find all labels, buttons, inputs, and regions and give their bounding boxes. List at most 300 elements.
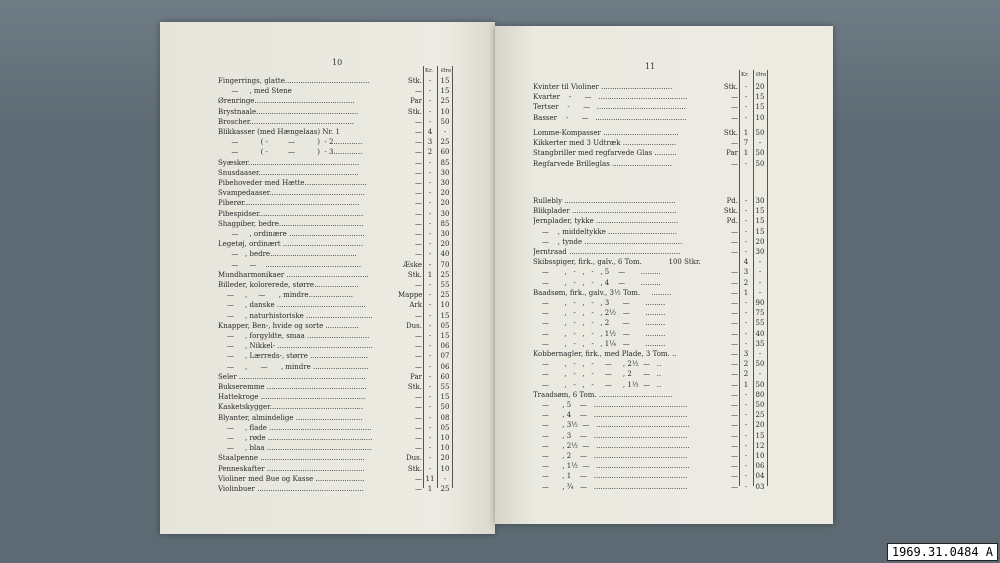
item-price-kr: - (428, 362, 432, 371)
list-item (218, 351, 452, 361)
list-item (218, 331, 452, 341)
item-price-kr: - (428, 444, 432, 453)
item-unit: — (731, 309, 738, 318)
item-price-kr: - (428, 352, 432, 361)
list-item (533, 128, 767, 138)
list-item (533, 308, 767, 318)
item-price-kr: - (428, 291, 432, 300)
item-price-kr: - (428, 281, 432, 289)
list-item (533, 359, 767, 369)
item-unit: — (415, 342, 422, 351)
item-unit: Dus. (406, 321, 422, 330)
item-price-ore: - (758, 370, 762, 379)
item-price-kr: - (428, 413, 432, 422)
item-price-ore: 05 (440, 423, 450, 432)
item-label: — , med Stene (218, 87, 292, 96)
item-price-ore: 20 (440, 199, 450, 208)
list-item (218, 290, 452, 300)
list-item (533, 298, 767, 308)
item-price-kr: - (744, 227, 748, 236)
item-price-kr: 2 (743, 370, 749, 379)
item-price-ore: 25 (440, 291, 450, 300)
item-price-kr: - (428, 168, 432, 177)
item-price-kr: - (428, 97, 432, 106)
item-label: Regfarvede Brilleglas ........................... (533, 159, 673, 168)
item-price-ore: 15 (440, 87, 450, 96)
list-item (533, 138, 767, 148)
list-item (218, 147, 452, 157)
list-item (533, 148, 767, 158)
item-label: — , 1½ — .......................................... (533, 462, 690, 471)
item-price-kr: - (744, 93, 748, 102)
item-price-kr: - (428, 240, 432, 249)
item-price-kr: - (428, 209, 432, 218)
list-item (218, 229, 452, 239)
item-unit: — (415, 362, 422, 371)
item-price-kr: - (744, 83, 748, 91)
item-label: — , blaa ............................................... (218, 444, 372, 453)
item-unit: — (415, 393, 422, 402)
list-item (218, 219, 452, 229)
item-price-kr: 3 (427, 138, 433, 147)
item-unit: Stk. (407, 77, 422, 85)
item-unit: — (731, 431, 738, 440)
item-unit: — (415, 485, 422, 493)
list-item (533, 92, 767, 102)
item-unit: Æske (403, 260, 422, 269)
list-item (218, 209, 452, 219)
list-item (218, 137, 452, 147)
item-price-kr: 3 (743, 268, 749, 277)
list-item (533, 247, 767, 257)
item-price-kr: - (428, 403, 432, 412)
item-label: Kobbernagler, firk., med Plade, 3 Tom. .. (533, 350, 677, 358)
item-unit: Pd. (726, 217, 738, 226)
item-unit: Stk. (407, 464, 422, 473)
item-price-kr: - (744, 411, 748, 420)
item-price-ore: 15 (755, 217, 765, 226)
item-price-kr: 7 (743, 139, 749, 148)
item-price-ore: - (758, 350, 762, 358)
item-price-kr: 4 (427, 128, 433, 136)
list-item (218, 392, 452, 402)
item-label: — , Lærreds-, større .......................... (218, 352, 368, 361)
item-price-kr: - (744, 197, 748, 205)
item-label: — , naturhistoriske .............................. (218, 311, 373, 320)
item-price-ore: 25 (440, 138, 450, 147)
item-unit: — (415, 209, 422, 218)
list-item (533, 216, 767, 226)
item-label: — , bedre....................................... (218, 250, 357, 259)
item-unit: — (415, 423, 422, 432)
list-item (533, 227, 767, 237)
column-rule-right (452, 66, 453, 488)
item-label: Traadsøm, 6 Tom. ................................. (533, 390, 673, 399)
item-price-ore: 15 (755, 103, 765, 112)
item-price-ore: 50 (755, 149, 765, 158)
left-page (160, 22, 495, 534)
item-price-ore: 08 (440, 413, 450, 422)
item-label: Syæsker.................................................. (218, 158, 360, 167)
item-price-kr: - (428, 332, 432, 340)
item-price-ore: 25 (440, 270, 450, 279)
item-price-ore: 50 (440, 117, 450, 126)
item-unit: Pd. (726, 197, 738, 205)
item-price-kr: - (744, 217, 748, 226)
item-label: Knapper, Ben-, hvide og sorte ............... (218, 321, 359, 330)
item-price-ore: 25 (755, 411, 765, 420)
item-unit: — (415, 179, 422, 187)
item-label: Snusdaaser............................................. (218, 168, 359, 177)
item-price-kr: - (428, 117, 432, 126)
column-header-kr: Kr. (425, 68, 433, 74)
item-label: — , - , - — , 2½ — .. (533, 360, 662, 369)
list-item (533, 318, 767, 328)
item-unit: — (731, 472, 738, 481)
list-item (218, 158, 452, 168)
item-unit: — (415, 332, 422, 340)
item-label: — , 5 — .......................................... (533, 401, 688, 409)
list-item (218, 443, 452, 453)
item-unit: Par (410, 372, 422, 381)
list-item (218, 86, 452, 96)
item-label: — , - , - , 1½ — ......... (533, 329, 666, 338)
item-price-ore: 20 (755, 237, 765, 246)
item-unit: Par (726, 149, 738, 158)
item-price-kr: - (744, 299, 748, 307)
item-price-ore: - (443, 474, 447, 483)
item-price-ore: - (758, 268, 762, 277)
item-unit: — (731, 319, 738, 328)
list-item (218, 423, 452, 433)
list-item (218, 300, 452, 310)
item-unit: — (415, 219, 422, 228)
item-price-ore: 50 (440, 403, 450, 412)
item-price-kr: - (744, 339, 748, 348)
item-unit: — (731, 278, 738, 287)
item-price-ore: 06 (755, 462, 765, 471)
item-label: — , - , - — , 2 — .. (533, 370, 662, 379)
item-price-ore: 55 (755, 319, 765, 328)
item-price-kr: - (744, 237, 748, 246)
item-price-kr: - (744, 421, 748, 430)
item-price-kr: 1 (427, 270, 433, 279)
list-item (533, 82, 767, 92)
list-item (533, 339, 767, 349)
item-price-ore: 10 (755, 452, 765, 460)
item-label: — , — , mindre ......................... (218, 362, 369, 371)
list-item (218, 321, 452, 331)
item-price-ore: 50 (755, 380, 765, 389)
list-item (533, 380, 767, 390)
item-price-kr: 2 (427, 148, 433, 157)
item-price-kr: - (428, 250, 432, 259)
item-unit: Dus. (406, 454, 422, 463)
list-item (218, 362, 452, 372)
list-item (218, 239, 452, 249)
item-price-kr: 1 (743, 380, 749, 389)
list-item (218, 188, 452, 198)
right-page (495, 26, 833, 524)
item-price-ore: 15 (755, 93, 765, 102)
item-label: Blyanter, almindelige .............................. (218, 413, 363, 422)
item-unit: — (731, 237, 738, 246)
item-price-kr: - (428, 301, 432, 310)
item-label: Ørenringe............................................. (218, 97, 355, 106)
item-price-ore: 25 (440, 97, 450, 106)
item-unit: — (731, 159, 738, 168)
item-price-kr: 1 (427, 485, 433, 493)
list-item (533, 288, 767, 298)
item-label: — , 2 — .......................................... (533, 452, 688, 460)
item-label: — , 1 — .......................................... (533, 472, 688, 481)
item-label: Mundharmonikaer ..................................... (218, 270, 369, 279)
item-label: — , - , - , 5 — ......... (533, 268, 661, 277)
item-label: Kvarter - — ........................................ (533, 93, 688, 102)
item-price-kr: - (744, 103, 748, 112)
item-label: — , - , - , 4 — ......... (533, 278, 661, 287)
item-price-ore: 15 (440, 77, 450, 85)
item-price-kr: - (428, 179, 432, 187)
item-label: — , ¾ — .......................................... (533, 482, 688, 491)
list-item (218, 453, 452, 463)
item-label: Jernplader, tykke ..................................... (533, 217, 679, 226)
item-label: — , - , - , 2½ — ......... (533, 309, 666, 318)
item-price-ore: 10 (440, 434, 450, 442)
item-price-kr: - (428, 189, 432, 198)
item-label: — , 4 — .......................................... (533, 411, 688, 420)
item-price-ore: 15 (440, 393, 450, 402)
item-price-kr: 3 (743, 350, 749, 358)
list-item (533, 400, 767, 410)
item-price-ore: 06 (440, 362, 450, 371)
list-item (218, 270, 452, 280)
item-price-ore: 85 (440, 158, 450, 167)
item-unit: — (415, 434, 422, 442)
item-price-kr: 2 (743, 360, 749, 369)
item-price-ore: 75 (755, 309, 765, 318)
item-price-ore: 10 (440, 444, 450, 453)
item-price-kr: - (744, 309, 748, 318)
item-label: — , ordinære .................................. (218, 230, 365, 238)
item-label: Stangbriller med regfarvede Glas .......... (533, 149, 677, 158)
item-price-ore: 20 (755, 421, 765, 430)
item-unit: — (415, 148, 422, 157)
item-label: Baadsøm, firk., galv., 3½ Tom. ......... (533, 288, 672, 297)
item-price-ore: 12 (755, 441, 765, 450)
item-unit: — (731, 360, 738, 369)
item-unit: — (731, 329, 738, 338)
list-item (218, 168, 452, 178)
item-unit: Stk. (723, 129, 738, 137)
item-price-kr: - (744, 472, 748, 481)
list-item (533, 159, 767, 169)
list-item (218, 178, 452, 188)
item-label: Blikkasser (med Hængelaas) Nr. 1 (218, 128, 340, 136)
item-price-ore: 90 (755, 299, 765, 307)
list-item (218, 249, 452, 259)
item-label: — , middeltykke ............................... (533, 227, 678, 236)
item-label: Bukseremme ............................................. (218, 383, 367, 391)
item-label: Penneskafter ............................................ (218, 464, 365, 473)
item-unit: — (415, 230, 422, 238)
item-label: Brystnaale.............................................. (218, 107, 359, 116)
item-label: — , forgyldte, smaa ............................ (218, 332, 370, 340)
item-unit: — (415, 403, 422, 412)
item-price-ore: 40 (440, 250, 450, 259)
item-unit: — (731, 411, 738, 420)
item-label: — , tynde ............................................ (533, 237, 683, 246)
list-item (533, 471, 767, 481)
item-label: — , 2½ — .......................................... (533, 441, 690, 450)
item-label: — — ........................................... (218, 260, 362, 269)
item-unit: — (731, 421, 738, 430)
item-label: — , - , - , 1¼ — ......... (533, 339, 666, 348)
list-item (218, 413, 452, 423)
list-item (533, 257, 767, 267)
column-rule-right (767, 70, 768, 486)
item-unit: — (731, 288, 738, 297)
item-price-ore: 50 (755, 129, 765, 137)
list-item (218, 107, 452, 117)
item-unit: — (731, 401, 738, 409)
item-label: Lomme-Kompasser .................................. (533, 129, 679, 137)
list-item (218, 96, 452, 106)
item-label: — , røde ............................................... (218, 434, 373, 442)
page-number: 10 (332, 58, 343, 67)
item-price-ore: 30 (755, 197, 765, 205)
item-label: — , danske ........................................ (218, 301, 366, 310)
item-label: Blikplader ............................................... (533, 207, 677, 216)
item-label: Jerntraad .................................................. (533, 248, 681, 256)
item-price-kr: 11 (425, 474, 435, 483)
item-price-ore: 50 (755, 159, 765, 168)
item-price-kr: - (428, 464, 432, 473)
item-price-kr: - (428, 372, 432, 381)
item-unit: — (731, 103, 738, 112)
item-price-ore: 40 (755, 329, 765, 338)
item-price-ore: 20 (440, 189, 450, 198)
list-item (218, 76, 452, 86)
list-item (533, 102, 767, 112)
catalog-number-label: 1969.31.0484 A (887, 543, 998, 561)
item-unit: — (415, 413, 422, 422)
item-label: Fingerrings, glatte...................................... (218, 77, 370, 85)
item-price-kr: - (428, 342, 432, 351)
list-item (218, 484, 452, 494)
item-price-ore: 10 (440, 301, 450, 310)
list-item (533, 410, 767, 420)
list-item (533, 196, 767, 206)
list-item (533, 237, 767, 247)
list-item (218, 382, 452, 392)
item-unit: Ark (409, 301, 422, 310)
item-unit: — (415, 168, 422, 177)
list-item (218, 474, 452, 484)
list-item (218, 117, 452, 127)
list-item (533, 278, 767, 288)
list-item (218, 198, 452, 208)
item-price-ore: 30 (755, 248, 765, 256)
list-item (533, 451, 767, 461)
item-price-ore: 15 (440, 332, 450, 340)
item-price-kr: - (428, 383, 432, 391)
item-price-ore: 50 (755, 401, 765, 409)
list-item (533, 441, 767, 451)
item-price-kr: 1 (743, 288, 749, 297)
item-unit: — (731, 139, 738, 148)
item-price-kr: - (744, 431, 748, 440)
item-label: — , 3 — .......................................... (533, 431, 688, 440)
item-unit: — (415, 138, 422, 147)
item-label: Violinbuer ................................................ (218, 485, 364, 493)
item-price-ore: 85 (440, 219, 450, 228)
item-price-ore: 10 (440, 107, 450, 116)
item-price-ore: 10 (440, 464, 450, 473)
item-label: Kikkerter med 3 Udtræk ........................ (533, 139, 677, 148)
item-price-kr: - (428, 434, 432, 442)
list-item (218, 127, 452, 137)
item-label: Piberør.................................................... (218, 199, 360, 208)
item-unit: — (415, 474, 422, 483)
item-price-ore: 07 (440, 352, 450, 361)
item-price-ore: 25 (440, 485, 450, 493)
item-unit: — (731, 227, 738, 236)
item-label: Skibsspiger, firk., galv., 6 Tom. 100 Stkr. (533, 258, 701, 267)
page-number: 11 (645, 62, 656, 71)
item-unit: — (731, 462, 738, 471)
item-unit: — (415, 158, 422, 167)
item-price-ore: 15 (440, 311, 450, 320)
item-unit: Stk. (407, 107, 422, 116)
list-item (533, 461, 767, 471)
item-label: — , Nikkel- ........................................... (218, 342, 373, 351)
item-label: Hattekroge ............................................... (218, 393, 366, 402)
item-unit: — (415, 281, 422, 289)
item-price-kr: - (744, 452, 748, 460)
item-price-ore: 20 (440, 454, 450, 463)
item-price-ore: 30 (440, 230, 450, 238)
item-label: — , - , - , 3 — ......... (533, 299, 666, 307)
item-label: Basser - — ......................................... (533, 113, 687, 122)
list-item (218, 341, 452, 351)
item-unit: — (731, 390, 738, 399)
item-price-kr: - (428, 311, 432, 320)
item-price-ore: 50 (755, 360, 765, 369)
item-label: — , - , - , 2 — ......... (533, 319, 666, 328)
list-item (533, 329, 767, 339)
item-unit: — (415, 128, 422, 136)
list-item (218, 260, 452, 270)
item-price-kr: - (428, 87, 432, 96)
item-unit: — (415, 240, 422, 249)
item-unit: — (731, 441, 738, 450)
item-label: Legetøj, ordinært .................................... (218, 240, 363, 249)
item-price-ore: 10 (755, 113, 765, 122)
item-price-ore: 80 (755, 390, 765, 399)
item-price-ore: 05 (440, 321, 450, 330)
item-label: Rullebly .................................................. (533, 197, 676, 205)
item-unit: — (415, 189, 422, 198)
item-price-ore: 20 (440, 240, 450, 249)
item-price-ore: 06 (440, 342, 450, 351)
item-unit: — (415, 352, 422, 361)
item-label: Broscher............................................... (218, 117, 355, 126)
item-label: Violiner med Bue og Kasse ...................... (218, 474, 365, 483)
item-label: — ( - — ) - 2............. (218, 138, 363, 147)
item-label: — , - , - — , 1½ — .. (533, 380, 662, 389)
item-unit: — (415, 444, 422, 453)
